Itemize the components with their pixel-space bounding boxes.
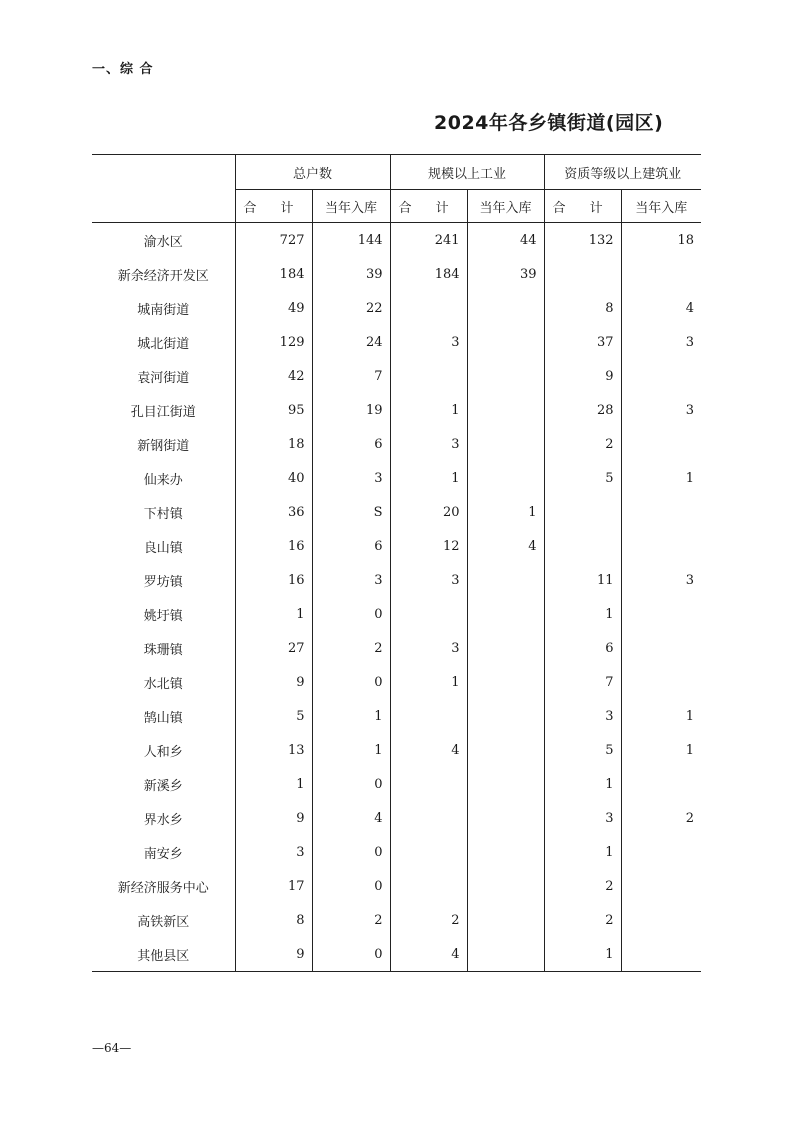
table-row bbox=[92, 461, 701, 495]
value-cell: 3 bbox=[621, 325, 701, 359]
value-cell: 1 bbox=[544, 767, 621, 801]
value-cell: 1 bbox=[544, 835, 621, 869]
row-name: 鹄山镇 bbox=[143, 710, 183, 726]
value-cell: 16 bbox=[235, 529, 312, 563]
value-cell bbox=[621, 665, 701, 699]
value-cell: 1 bbox=[544, 597, 621, 631]
value-cell: 39 bbox=[467, 257, 544, 291]
row-name: 珠珊镇 bbox=[143, 642, 183, 658]
value-cell: 4 bbox=[390, 733, 467, 767]
table-row bbox=[92, 631, 701, 665]
value-cell: 3 bbox=[621, 563, 701, 597]
value-cell: 7 bbox=[312, 359, 390, 393]
value-cell: 3 bbox=[621, 393, 701, 427]
value-cell: 132 bbox=[544, 223, 621, 258]
value-cell: 9 bbox=[235, 937, 312, 972]
value-cell bbox=[390, 767, 467, 801]
value-cell: 2 bbox=[621, 801, 701, 835]
value-cell: 8 bbox=[544, 291, 621, 325]
value-cell bbox=[621, 427, 701, 461]
value-cell: 20 bbox=[390, 495, 467, 529]
value-cell: 2 bbox=[390, 903, 467, 937]
value-cell: 42 bbox=[235, 359, 312, 393]
table-row bbox=[92, 291, 701, 325]
value-cell bbox=[621, 767, 701, 801]
value-cell: 37 bbox=[544, 325, 621, 359]
value-cell: 2 bbox=[312, 631, 390, 665]
subheader-total: 合 计 bbox=[235, 190, 312, 223]
value-cell bbox=[621, 631, 701, 665]
table-row bbox=[92, 563, 701, 597]
value-cell: 3 bbox=[312, 461, 390, 495]
value-cell bbox=[621, 257, 701, 291]
value-cell: 3 bbox=[544, 801, 621, 835]
header-corner bbox=[92, 155, 235, 223]
table-row bbox=[92, 597, 701, 631]
value-cell: 7 bbox=[544, 665, 621, 699]
row-name: 城北街道 bbox=[137, 336, 190, 352]
row-name: 孔目江街道 bbox=[130, 404, 196, 420]
value-cell bbox=[621, 495, 701, 529]
value-cell: 4 bbox=[390, 937, 467, 972]
value-cell: 13 bbox=[235, 733, 312, 767]
value-cell bbox=[621, 529, 701, 563]
value-cell bbox=[467, 597, 544, 631]
table-row bbox=[92, 223, 701, 258]
subheader-new: 当年入库 bbox=[467, 190, 544, 223]
value-cell: 5 bbox=[235, 699, 312, 733]
table-row bbox=[92, 359, 701, 393]
statistics-table bbox=[92, 154, 701, 972]
value-cell bbox=[467, 665, 544, 699]
table-body bbox=[92, 223, 701, 972]
value-cell bbox=[467, 801, 544, 835]
value-cell: 1 bbox=[235, 767, 312, 801]
value-cell: 39 bbox=[312, 257, 390, 291]
page-number: —64— bbox=[92, 1041, 132, 1055]
value-cell bbox=[467, 393, 544, 427]
table-row bbox=[92, 903, 701, 937]
value-cell bbox=[467, 359, 544, 393]
value-cell: 12 bbox=[390, 529, 467, 563]
subheader-total: 合 计 bbox=[544, 190, 621, 223]
value-cell bbox=[467, 325, 544, 359]
value-cell: 0 bbox=[312, 597, 390, 631]
subheader-total: 合 计 bbox=[390, 190, 467, 223]
value-cell bbox=[621, 903, 701, 937]
row-name: 新余经济开发区 bbox=[117, 268, 209, 284]
value-cell: 0 bbox=[312, 665, 390, 699]
row-name: 罗坊镇 bbox=[143, 574, 183, 590]
table-row bbox=[92, 801, 701, 835]
value-cell: 4 bbox=[621, 291, 701, 325]
value-cell: 6 bbox=[544, 631, 621, 665]
value-cell: 2 bbox=[544, 869, 621, 903]
value-cell: 36 bbox=[235, 495, 312, 529]
value-cell bbox=[467, 767, 544, 801]
value-cell bbox=[467, 835, 544, 869]
value-cell: 1 bbox=[621, 733, 701, 767]
value-cell: 18 bbox=[235, 427, 312, 461]
value-cell bbox=[467, 563, 544, 597]
value-cell bbox=[467, 903, 544, 937]
value-cell bbox=[621, 869, 701, 903]
row-name: 人和乡 bbox=[143, 744, 183, 760]
value-cell bbox=[390, 359, 467, 393]
section-heading: 一、综 合 bbox=[92, 62, 154, 77]
value-cell: 3 bbox=[390, 563, 467, 597]
value-cell bbox=[621, 937, 701, 972]
value-cell: 9 bbox=[544, 359, 621, 393]
value-cell: 2 bbox=[544, 427, 621, 461]
row-name: 界水乡 bbox=[143, 812, 183, 828]
value-cell: 0 bbox=[312, 937, 390, 972]
value-cell bbox=[467, 291, 544, 325]
value-cell: 1 bbox=[312, 733, 390, 767]
row-name: 新溪乡 bbox=[143, 778, 183, 794]
table-row bbox=[92, 325, 701, 359]
row-name: 下村镇 bbox=[143, 506, 183, 522]
value-cell: 1 bbox=[544, 937, 621, 972]
value-cell: 9 bbox=[235, 801, 312, 835]
value-cell: 3 bbox=[544, 699, 621, 733]
value-cell: 241 bbox=[390, 223, 467, 258]
value-cell: 1 bbox=[235, 597, 312, 631]
value-cell: 17 bbox=[235, 869, 312, 903]
value-cell: 129 bbox=[235, 325, 312, 359]
value-cell: 18 bbox=[621, 223, 701, 258]
value-cell bbox=[390, 597, 467, 631]
value-cell bbox=[390, 835, 467, 869]
row-name: 渝水区 bbox=[143, 234, 183, 250]
value-cell: 2 bbox=[544, 903, 621, 937]
value-cell bbox=[467, 937, 544, 972]
value-cell: 40 bbox=[235, 461, 312, 495]
value-cell bbox=[390, 801, 467, 835]
table-title: 2024年各乡镇街道(园区) bbox=[434, 112, 664, 134]
value-cell: 1 bbox=[312, 699, 390, 733]
value-cell: 3 bbox=[390, 325, 467, 359]
table-row bbox=[92, 665, 701, 699]
table-row bbox=[92, 427, 701, 461]
value-cell: 0 bbox=[312, 835, 390, 869]
table-row bbox=[92, 767, 701, 801]
table-row bbox=[92, 835, 701, 869]
value-cell bbox=[467, 699, 544, 733]
group-header-households: 总户数 bbox=[235, 155, 390, 190]
value-cell: 1 bbox=[621, 699, 701, 733]
value-cell: 5 bbox=[544, 461, 621, 495]
row-name: 良山镇 bbox=[143, 540, 183, 556]
value-cell: 11 bbox=[544, 563, 621, 597]
row-name: 水北镇 bbox=[143, 676, 183, 692]
value-cell: 2 bbox=[312, 903, 390, 937]
subheader-new: 当年入库 bbox=[312, 190, 390, 223]
value-cell: 19 bbox=[312, 393, 390, 427]
table-row bbox=[92, 699, 701, 733]
value-cell: 4 bbox=[312, 801, 390, 835]
table-row bbox=[92, 869, 701, 903]
value-cell: 3 bbox=[390, 631, 467, 665]
value-cell: 4 bbox=[467, 529, 544, 563]
value-cell: 1 bbox=[390, 393, 467, 427]
value-cell: 22 bbox=[312, 291, 390, 325]
value-cell: 49 bbox=[235, 291, 312, 325]
value-cell bbox=[467, 869, 544, 903]
value-cell bbox=[467, 461, 544, 495]
table-row bbox=[92, 257, 701, 291]
row-name: 新钢街道 bbox=[137, 438, 190, 454]
row-name: 城南街道 bbox=[137, 302, 190, 318]
value-cell bbox=[544, 257, 621, 291]
row-name: 高铁新区 bbox=[137, 914, 190, 930]
group-header-industry: 规模以上工业 bbox=[390, 155, 544, 190]
value-cell: 0 bbox=[312, 869, 390, 903]
value-cell bbox=[390, 291, 467, 325]
value-cell bbox=[467, 427, 544, 461]
value-cell: 6 bbox=[312, 529, 390, 563]
value-cell: 24 bbox=[312, 325, 390, 359]
value-cell: 1 bbox=[467, 495, 544, 529]
value-cell: 184 bbox=[235, 257, 312, 291]
value-cell bbox=[467, 733, 544, 767]
row-name: 袁河街道 bbox=[137, 370, 190, 386]
value-cell: 1 bbox=[621, 461, 701, 495]
table-row bbox=[92, 937, 701, 972]
value-cell bbox=[467, 631, 544, 665]
row-name: 姚圩镇 bbox=[143, 608, 183, 624]
value-cell bbox=[621, 359, 701, 393]
value-cell: 0 bbox=[312, 767, 390, 801]
value-cell bbox=[390, 869, 467, 903]
subheader-new: 当年入库 bbox=[621, 190, 701, 223]
value-cell: 9 bbox=[235, 665, 312, 699]
value-cell: 1 bbox=[390, 461, 467, 495]
value-cell: 727 bbox=[235, 223, 312, 258]
value-cell: 184 bbox=[390, 257, 467, 291]
value-cell: 95 bbox=[235, 393, 312, 427]
table-row bbox=[92, 529, 701, 563]
value-cell: 3 bbox=[235, 835, 312, 869]
value-cell bbox=[544, 495, 621, 529]
value-cell: S bbox=[312, 495, 390, 529]
value-cell: 27 bbox=[235, 631, 312, 665]
value-cell: 28 bbox=[544, 393, 621, 427]
value-cell bbox=[390, 699, 467, 733]
row-name: 仙来办 bbox=[143, 472, 183, 488]
row-name: 新经济服务中心 bbox=[117, 880, 209, 896]
value-cell: 3 bbox=[312, 563, 390, 597]
value-cell: 44 bbox=[467, 223, 544, 258]
group-header-construction: 资质等级以上建筑业 bbox=[544, 155, 701, 190]
value-cell: 5 bbox=[544, 733, 621, 767]
row-name: 南安乡 bbox=[143, 846, 183, 862]
value-cell: 1 bbox=[390, 665, 467, 699]
table-row bbox=[92, 495, 701, 529]
row-name: 其他县区 bbox=[92, 937, 235, 972]
value-cell: 16 bbox=[235, 563, 312, 597]
table-row bbox=[92, 393, 701, 427]
value-cell: 144 bbox=[312, 223, 390, 258]
value-cell: 8 bbox=[235, 903, 312, 937]
value-cell: 6 bbox=[312, 427, 390, 461]
value-cell bbox=[621, 835, 701, 869]
value-cell bbox=[621, 597, 701, 631]
value-cell: 3 bbox=[390, 427, 467, 461]
value-cell bbox=[544, 529, 621, 563]
table-row bbox=[92, 733, 701, 767]
